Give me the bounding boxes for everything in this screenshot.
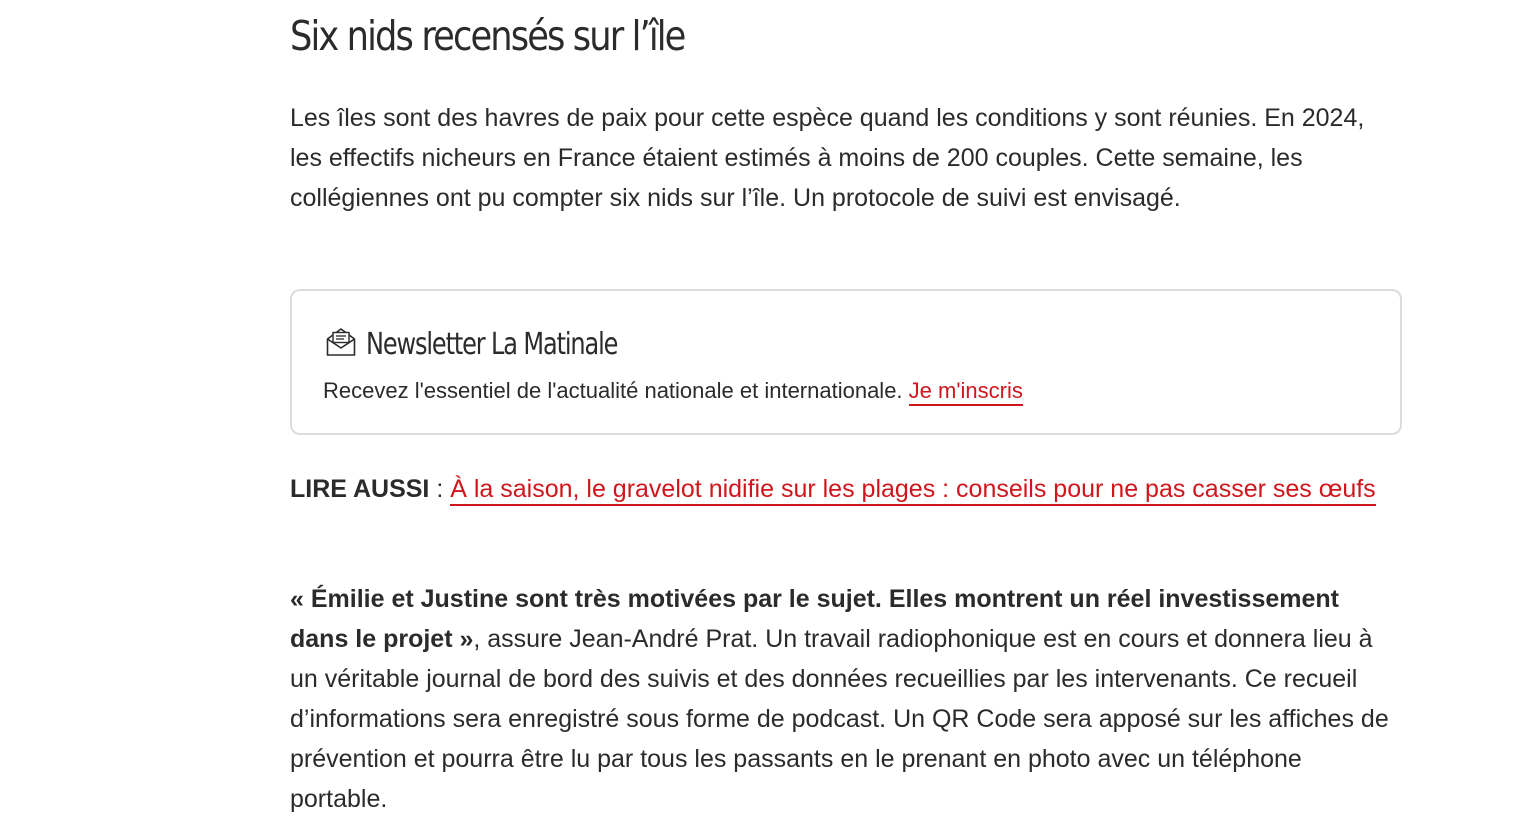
article-paragraph-quote bbox=[290, 579, 1400, 819]
read-also-label: LIRE AUSSI bbox=[290, 475, 430, 503]
newsletter-text bbox=[323, 375, 1023, 407]
newsletter-box bbox=[290, 289, 1402, 435]
quote-continuation: , assure Jean-André Prat. Un travail radiophonique est en cours et donnera lieu à un véritable journal de bord des suivis et des données recueillies par les intervenants. Ce recueil d’informations sera enregistré sous forme de podcast. Un QR Code sera apposé sur les affiches de prévention et pourra être lu par tous les passants en le prenant en photo avec un téléphone portable. bbox=[290, 625, 1389, 813]
newsletter-description: Recevez l'essentiel de l'actualité nationale et internationale. bbox=[323, 378, 903, 403]
read-also bbox=[290, 469, 1400, 509]
newsletter-subscribe-link[interactable]: Je m'inscris bbox=[909, 378, 1023, 406]
article-paragraph: Les îles sont des havres de paix pour cette espèce quand les conditions y sont réunies. En 2024, les effectifs nicheurs en France étaient estimés à moins de 200 couples. Cette semaine, les collégiennes ont pu compter six nids sur l’île. Un protocole de suivi est envisagé. bbox=[290, 104, 1365, 212]
quote-text: « Émilie et Justine sont très motivées par le sujet. Elles montrent un réel investissement dans le projet » bbox=[290, 585, 1339, 653]
read-also-separator: : bbox=[429, 475, 451, 503]
newsletter-envelope-icon bbox=[326, 327, 356, 357]
section-heading: Six nids recensés sur l’île bbox=[290, 12, 685, 60]
read-also-link[interactable]: À la saison, le gravelot nidifie sur les plages : conseils pour ne pas casser ses œufs bbox=[450, 475, 1375, 506]
newsletter-title: Newsletter La Matinale bbox=[366, 327, 618, 362]
